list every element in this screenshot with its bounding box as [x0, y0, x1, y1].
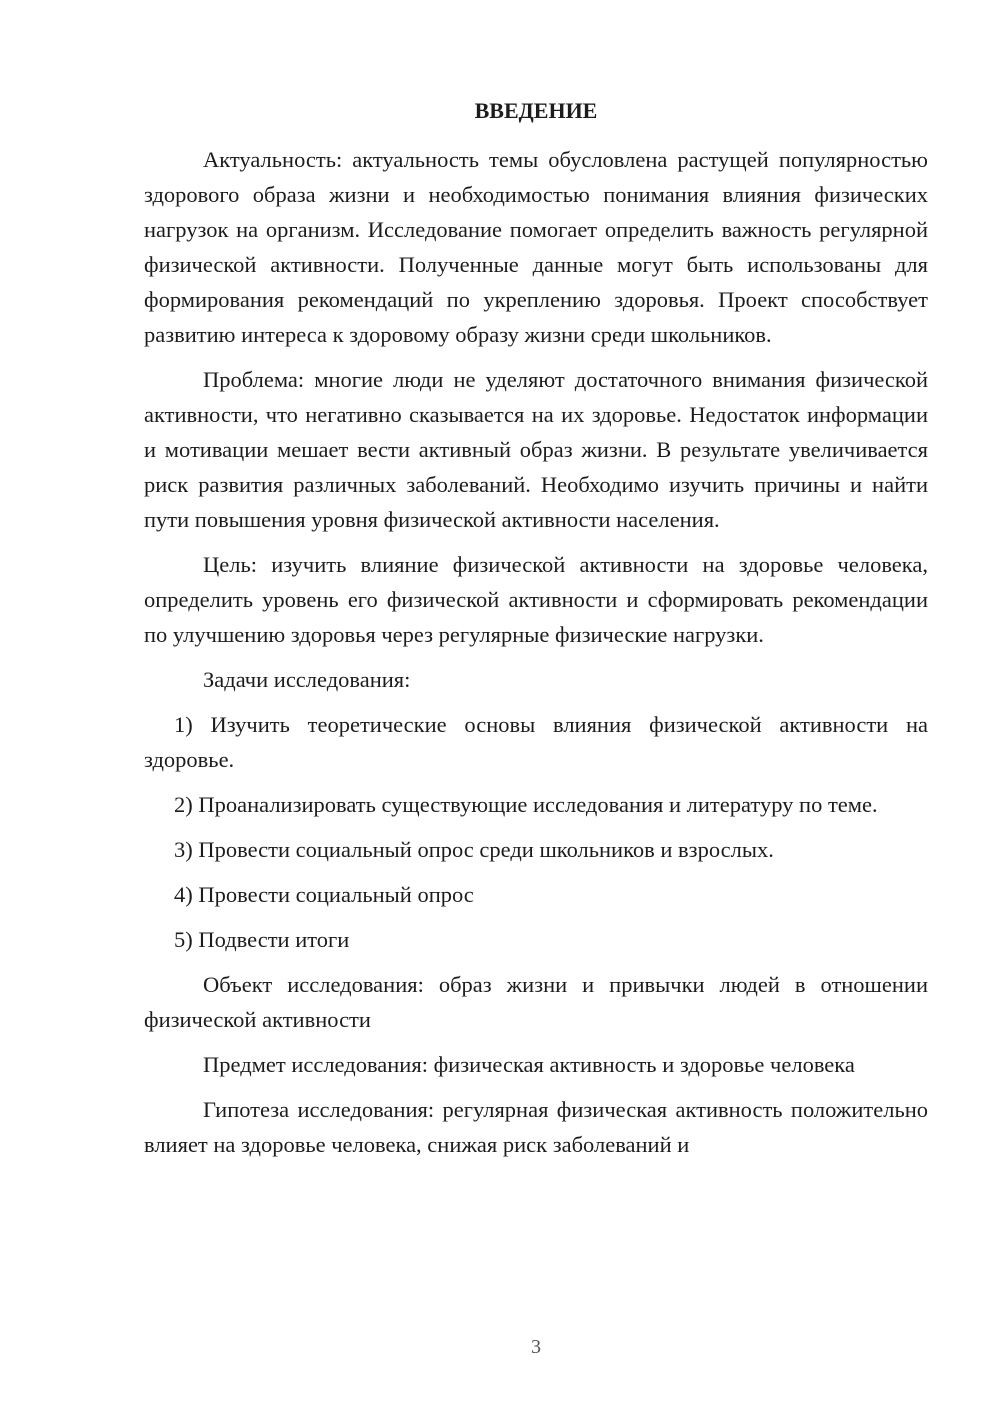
- tasks-heading: Задачи исследования:: [203, 667, 411, 692]
- problem-paragraph: Проблема: многие люди не уделяют достаточного внимания физической активности, что негативно сказывается на их здоровье. Недостаток информации и мотивации мешает вести активный образ жизни. В результате увеличивается риск развития различных заболеваний. Необходимо изучить причины и найти пути повышения уровня физической активности населения.: [144, 367, 928, 532]
- page-title: ВВЕДЕНИЕ: [474, 98, 598, 123]
- task-item: 1) Изучить теоретические основы влияния физической активности на здоровье.: [144, 712, 928, 772]
- page-number: 3: [531, 1336, 541, 1358]
- task-item: 4) Провести социальный опрос: [174, 882, 474, 907]
- object-paragraph: Объект исследования: образ жизни и привычки людей в отношении физической активности: [144, 972, 928, 1032]
- goal-paragraph: Цель: изучить влияние физической активности на здоровье человека, определить уровень его физической активности и сформировать рекомендации по улучшению здоровья через регулярные физические нагрузки.: [144, 552, 928, 647]
- subject-paragraph: Предмет исследования: физическая активность и здоровье человека: [203, 1052, 855, 1077]
- hypothesis-paragraph: Гипотеза исследования: регулярная физическая активность положительно влияет на здоровье человека, снижая риск заболеваний и: [144, 1097, 928, 1157]
- task-item: 5) Подвести итоги: [174, 927, 350, 952]
- relevance-paragraph: Актуальность: актуальность темы обусловлена растущей популярностью здорового образа жизни и необходимостью понимания влияния физических нагрузок на организм. Исследование помогает определить важность регулярной физической активности. Полученные данные могут быть использованы для формирования рекомендаций по укреплению здоровья. Проект способствует развитию интереса к здоровому образу жизни среди школьников.: [144, 147, 928, 347]
- task-item: 3) Провести социальный опрос среди школьников и взрослых.: [174, 837, 774, 862]
- task-item: 2) Проанализировать существующие исследования и литературу по теме.: [174, 792, 878, 817]
- document-body: [144, 142, 928, 1162]
